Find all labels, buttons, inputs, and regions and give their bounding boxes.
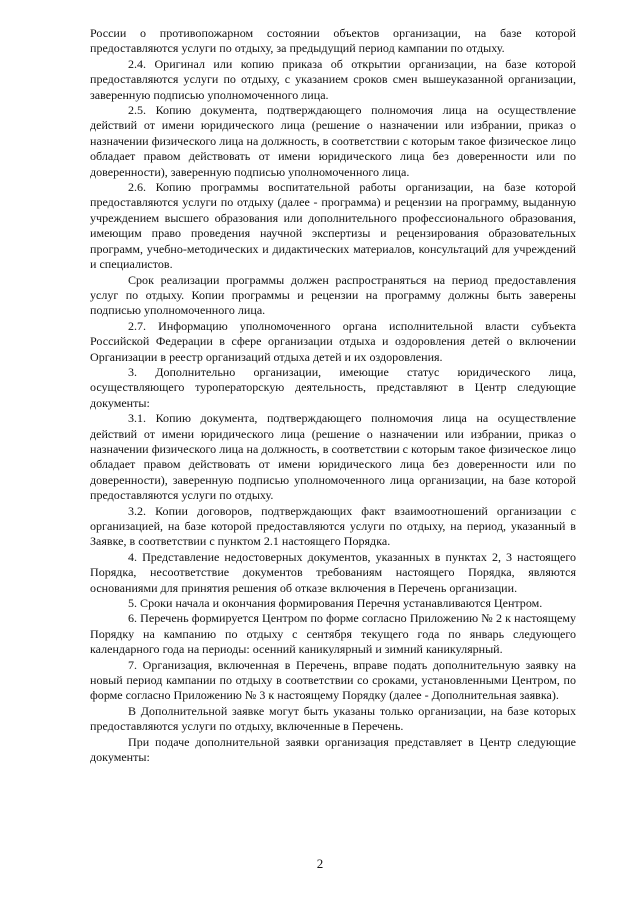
paragraph-3-1: 3.1. Копию документа, подтверждающего полномочия лица на осуществление действий от имени юридического лица (решение о назначении или избрании, приказ о назначении физического лица на должность, в соответствии с которым такое физическое лицо обладает правом действовать от имени юридического лица без доверенности или по доверенности), заверенную подписью уполномоченного лица организации, на базе которой предоставляются услуги по отдыху.	[90, 411, 576, 503]
paragraph-2-5: 2.5. Копию документа, подтверждающего полномочия лица на осуществление действий от имени юридического лица (решение о назначении или избрании, приказ о назначении физического лица на должность, в соответствии с которым такое физическое лицо обладает правом действовать от имени юридического лица без доверенности или по доверенности), заверенную подписью уполномоченного лица.	[90, 103, 576, 179]
paragraph-2-4: 2.4. Оригинал или копию приказа об открытии организации, на базе которой предоставляются услуги по отдыху, с указанием сроков смен вышеуказанной организации, заверенную подписью уполномоченного лица.	[90, 56, 576, 102]
paragraph-fire-safety-continued: России о противопожарном состоянии объектов организации, на базе которой предоставляются услуги по отдыху, за предыдущий период кампании по отдыху.	[90, 26, 576, 56]
paragraph-5: 5. Сроки начала и окончания формирования Перечня устанавливаются Центром.	[128, 596, 543, 611]
paragraph-2-6: 2.6. Копию программы воспитательной работы организации, на базе которой предоставляются услуги по отдыху (далее - программа) и рецензии на программу, выданную учреждением высшего образования или дополнительного профессионального образования, имеющим право проведения научной экспертизы и рецензирования образовательных программ, учебно-методических и дидактических материалов, консультаций для учреждений и специалистов.	[90, 180, 576, 272]
paragraph-3-2: 3.2. Копии договоров, подтверждающих факт взаимоотношений организации с организацией, на базе которой предоставляются услуги по отдыху, на период, указанный в Заявке, в соответствии с пунктом 2.1 настоящего Порядка.	[90, 503, 576, 549]
paragraph-submission-documents: При подаче дополнительной заявки организация представляет в Центр следующие документы:	[90, 734, 576, 765]
page-number: 2	[316, 856, 324, 871]
paragraph-6: 6. Перечень формируется Центром по форме согласно Приложению № 2 к настоящему Порядку на кампанию по отдыху с сентября текущего года по январь следующего календарного года на периоды: осенний каникулярный и зимний каникулярный.	[90, 611, 576, 657]
paragraph-program-term: Срок реализации программы должен распространяться на период предоставления услуг по отдыху. Копии программы и рецензии на программу должны быть заверены подписью уполномоченного лица.	[90, 272, 576, 318]
paragraph-2-7: 2.7. Информацию уполномоченного органа исполнительной власти субъекта Российской Федерации в сфере организации отдыха и оздоровления детей о включении Организации в реестр организаций отдыха детей и их оздоровления.	[90, 318, 576, 364]
paragraph-additional-application: В Дополнительной заявке могут быть указаны только организации, на базе которых предоставляются услуги по отдыху, включенные в Перечень.	[90, 703, 576, 734]
paragraph-7: 7. Организация, включенная в Перечень, вправе подать дополнительную заявку на новый период кампании по отдыху в соответствии со сроками, установленными Центром, по форме согласно Приложению № 3 к настоящему Порядку (далее - Дополнительная заявка).	[90, 657, 576, 703]
paragraph-4: 4. Представление недостоверных документов, указанных в пунктах 2, 3 настоящего Порядка, несоответствие документов требованиям настоящего Порядка, являются основаниями для принятия решения об отказе включения в Перечень организации.	[90, 549, 576, 595]
paragraph-3: 3. Дополнительно организации, имеющие статус юридического лица, осуществляющего туроператорскую деятельность, представляют в Центр следующие документы:	[90, 364, 576, 410]
document-body	[90, 26, 576, 766]
